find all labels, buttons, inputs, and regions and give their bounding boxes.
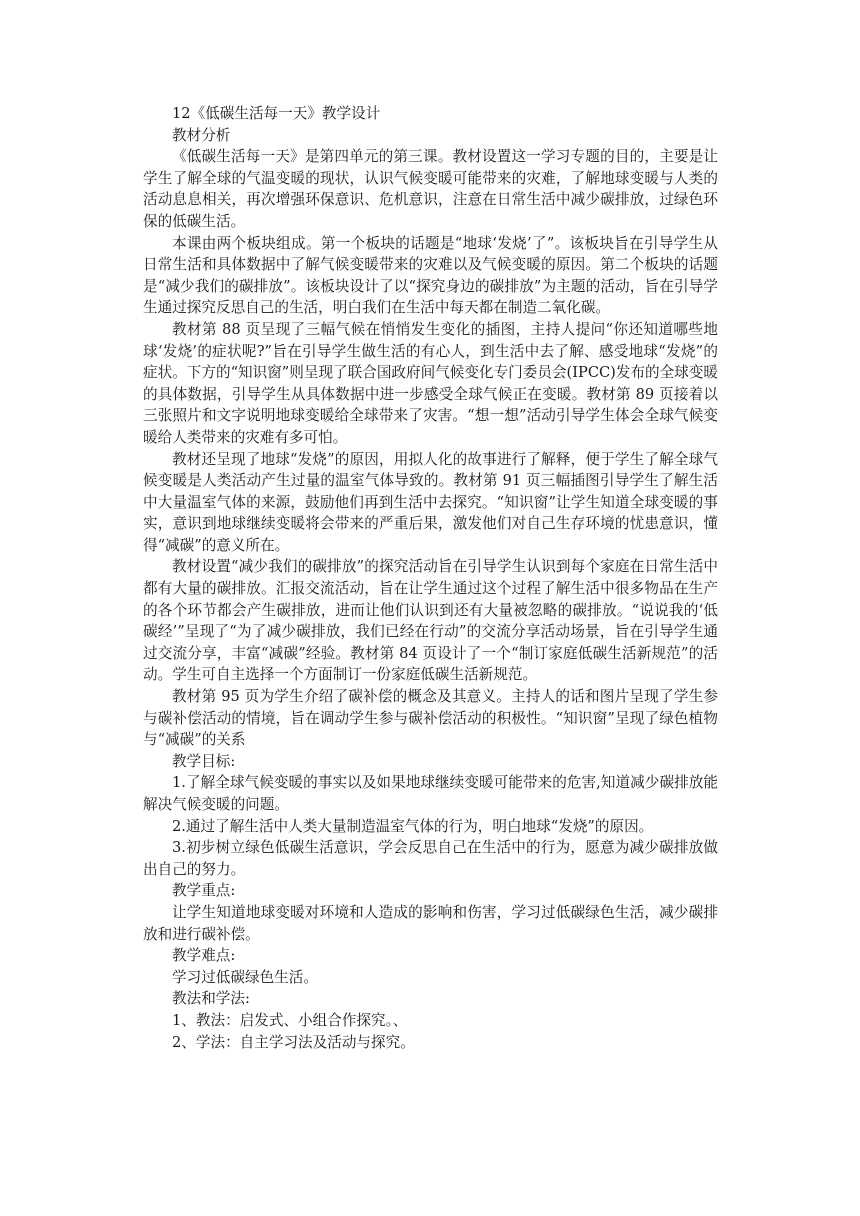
goal-item: 3.初步树立绿色低碳生活意识，学会反思自己在生活中的行为，愿意为减少碳排放做出自己的努力。 [143,839,718,878]
analysis-paragraph: 教材第 88 页呈现了三幅气候在悄悄发生变化的插图，主持人提问“你还知道哪些地球‘发烧’的症状呢?”旨在引导学生做生活的有心人，到生活中去了解、感受地球“发烧”的症状。下方的“知识窗”则呈现了联合国政府间气候变化专门委员会(IPCC)发布的全球变暖的具体数据，引导学生从具体数据中进一步感受全球气候正在变暖。教材第 89 页接着以三张照片和文字说明地球变暖给全球带来了灾害。“想一想”活动引导学生体会全球气候变暖给人类带来的灾难有多可怕。 [143,320,719,446]
section-heading-analysis: 教材分析 [172,126,231,144]
difficulties-text: 学习过低碳绿色生活。 [172,968,318,986]
goal-item: 1.了解全球气候变暖的事实以及如果地球继续变暖可能带来的危害,知道减少碳排放能解决气候变暖的问题。 [143,774,718,813]
analysis-paragraph: 教材还呈现了地球“发烧”的原因，用拟人化的故事进行了解释，便于学生了解全球气候变暖是人类活动产生过量的温室气体导致的。教材第 91 页三幅插图引导学生了解生活中大量温室气体的来源，鼓励他们再到生活中去探究。“知识窗”让学生知道全球变暖的事实，意识到地球继续变暖将会带来的严重后果，激发他们对自己生存环境的忧患意识，懂得“减碳”的意义所在。 [143,450,718,554]
analysis-paragraph: 教材设置“减少我们的碳排放”的探究活动旨在引导学生认识到每个家庭在日常生活中都有大量的碳排放。汇报交流活动，旨在让学生通过这个过程了解生活中很多物品在生产的各个环节都会产生碳排放，进而让他们认识到还有大量被忽略的碳排放。“说说我的‘低碳经’”呈现了“为了减少碳排放，我们已经在行动”的交流分享活动场景，旨在引导学生通过交流分享，丰富“减碳”经验。教材第 84 页设计了一个“制订家庭低碳生活新规范”的活动。学生可自主选择一个方面制订一份家庭低碳生活新规范。 [143,558,718,684]
method-item: 1、教法：启发式、小组合作探究。、 [172,1011,408,1029]
document-body [143,103,718,1053]
key-points-text: 让学生知道地球变暖对环境和人造成的影响和伤害，学习过低碳绿色生活，减少碳排放和进行碳补偿。 [143,903,718,943]
section-heading-methods: 教法和学法: [172,990,250,1008]
section-heading-difficulties: 教学难点: [172,947,236,965]
section-heading-goals: 教学目标: [172,752,236,770]
section-heading-key-points: 教学重点: [172,882,236,900]
analysis-paragraph: 本课由两个板块组成。第一个板块的话题是“地球‘发烧’了”。该板块旨在引导学生从日常生活和具体数据中了解气候变暖带来的灾难以及气候变暖的原因。第二个板块的话题是“减少我们的碳排放”。该板块设计了以“探究身边的碳排放”为主题的活动，旨在引导学生通过探究反思自己的生活，明白我们在生活中每天都在制造二氧化碳。 [143,234,718,317]
document-title: 12《低碳生活每一天》教学设计 [172,105,381,122]
goal-item: 2.通过了解生活中人类大量制造温室气体的行为，明白地球“发烧”的原因。 [172,817,654,835]
method-item: 2、学法：自主学习法及活动与探究。 [172,1033,415,1051]
analysis-paragraph: 《低碳生活每一天》是第四单元的第三课。教材设置这一学习专题的目的，主要是让学生了解全球的气温变暖的现状，认识气候变暖可能带来的灾难，了解地球变暖与人类的活动息息相关，再次增强环保意识、危机意识，注意在日常生活中减少碳排放，过绿色环保的低碳生活。 [143,148,718,230]
analysis-paragraph: 教材第 95 页为学生介绍了碳补偿的概念及其意义。主持人的话和图片呈现了学生参与碳补偿活动的情境，旨在调动学生参与碳补偿活动的积极性。“知识窗”呈现了绿色植物与“减碳”的关系 [143,688,718,749]
